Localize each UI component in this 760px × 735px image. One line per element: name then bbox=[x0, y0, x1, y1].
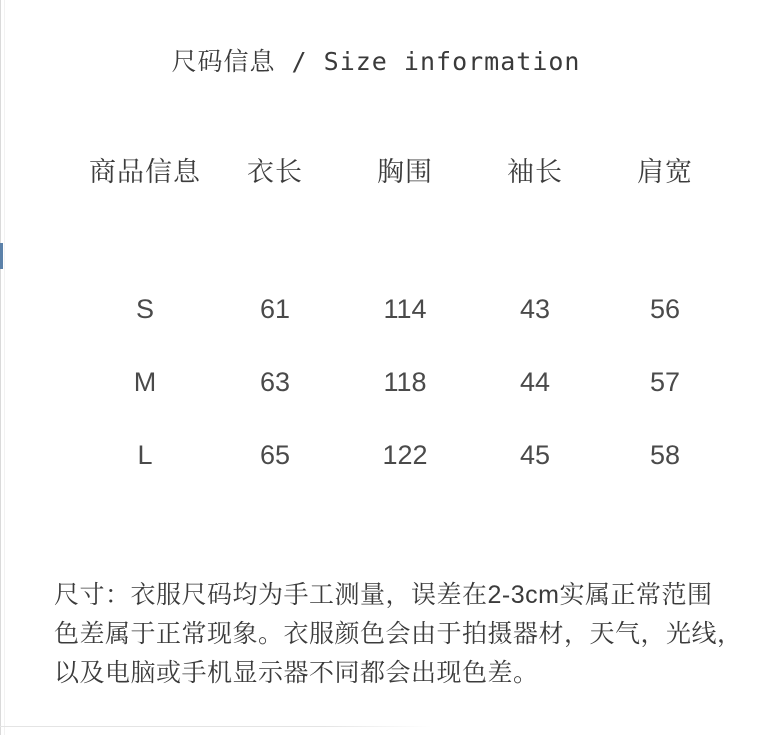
header-sleeve: 袖长 bbox=[507, 157, 563, 187]
cell-shoulder: 58 bbox=[649, 440, 681, 470]
page-title: 尺码信息 / Size information bbox=[171, 47, 581, 76]
header-bust: 胸围 bbox=[377, 157, 433, 187]
cell-bust: 114 bbox=[383, 294, 427, 324]
cell-length: 61 bbox=[259, 294, 291, 324]
table-header-row bbox=[80, 150, 730, 189]
cell-length: 65 bbox=[259, 440, 291, 470]
size-label: L bbox=[137, 440, 153, 470]
selection-indicator-bar bbox=[0, 243, 3, 269]
cell-shoulder: 57 bbox=[649, 367, 681, 397]
size-table bbox=[80, 0, 730, 500]
cell-length: 63 bbox=[259, 367, 291, 397]
left-edge-inner-divider bbox=[4, 0, 5, 735]
disclaimer-line-2: 色差属于正常现象。衣服颜色会由于拍摄器材，天气，光线， bbox=[54, 620, 743, 648]
table-row-l bbox=[80, 440, 730, 471]
cell-sleeve: 45 bbox=[519, 440, 551, 470]
cell-shoulder: 56 bbox=[649, 294, 681, 324]
cell-sleeve: 44 bbox=[519, 367, 551, 397]
header-product-info: 商品信息 bbox=[89, 157, 201, 187]
disclaimer-line-3: 以及电脑或手机显示器不同都会出现色差。 bbox=[54, 659, 539, 687]
cell-bust: 118 bbox=[383, 367, 427, 397]
disclaimer-line-1: 尺寸：衣服尺码均为手工测量，误差在2-3cm实属正常范围 bbox=[54, 581, 713, 609]
size-label: M bbox=[133, 367, 157, 397]
bottom-divider bbox=[0, 726, 432, 727]
table-row-m bbox=[80, 367, 730, 398]
left-edge-divider bbox=[0, 0, 1, 735]
header-shoulder: 肩宽 bbox=[637, 157, 693, 187]
size-label: S bbox=[135, 294, 154, 324]
table-row-s bbox=[80, 294, 730, 325]
measurement-disclaimer bbox=[54, 576, 743, 693]
cell-bust: 122 bbox=[382, 440, 428, 470]
cell-sleeve: 43 bbox=[519, 294, 551, 324]
header-length: 衣长 bbox=[247, 157, 303, 187]
